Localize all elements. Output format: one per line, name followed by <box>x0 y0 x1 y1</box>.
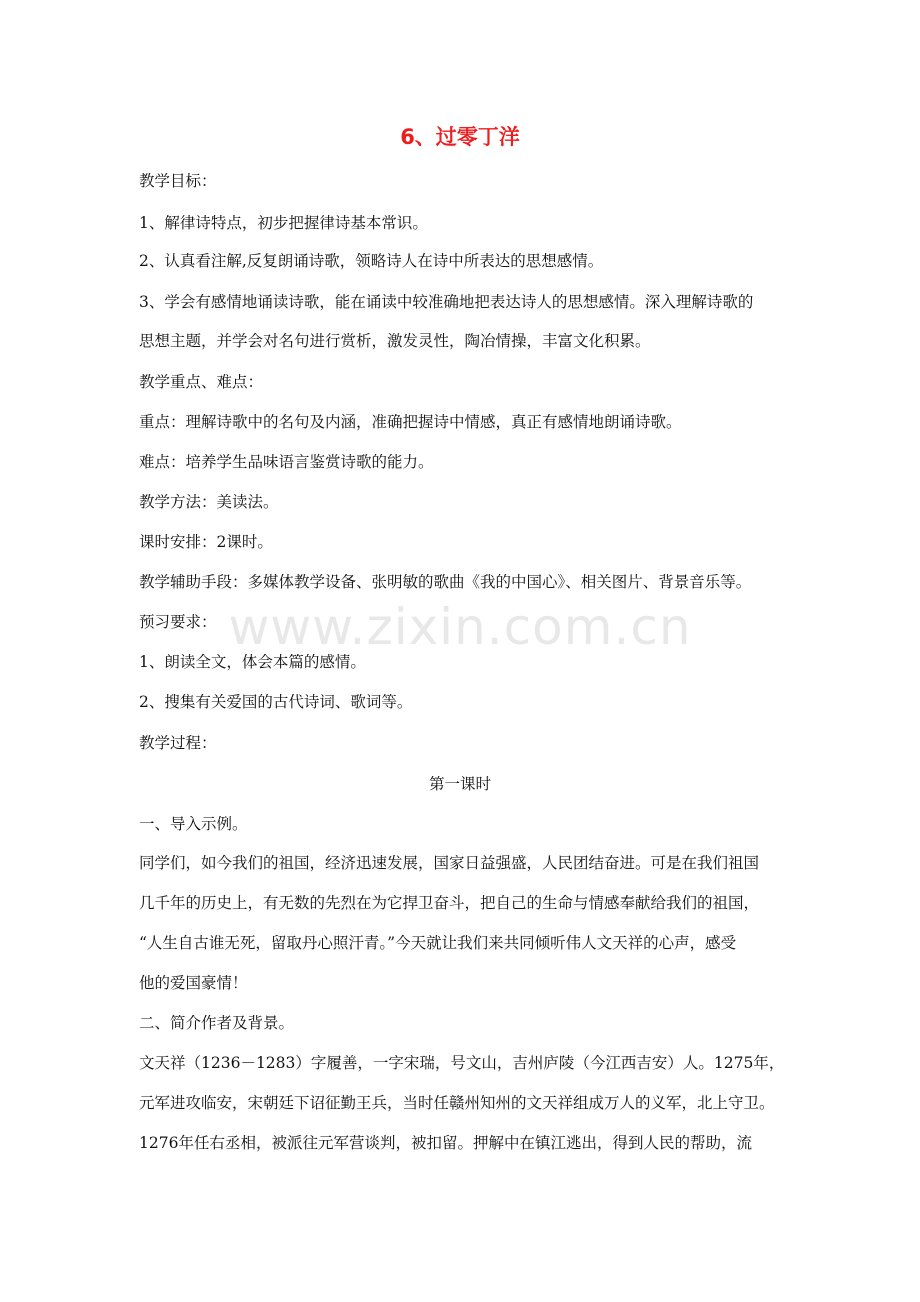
text-line: 几千年的历史上，有无数的先烈在为它捍卫奋斗，把自己的生命与情感奉献给我们的祖国， <box>139 894 760 912</box>
text-line: 元军进攻临安，宋朝廷下诏征勤王兵，当时任赣州知州的文天祥组成万人的义军，北上守卫。 <box>139 1094 775 1112</box>
text-line: 一、导入示例。 <box>139 815 248 833</box>
text-line: 教学过程： <box>139 734 217 752</box>
text-line: 难点：培养学生品味语言鉴赏诗歌的能力。 <box>139 453 434 471</box>
text-line: 思想主题，并学会对名句进行赏析，激发灵性，陶冶情操，丰富文化积累。 <box>139 332 651 350</box>
text-line: 1、解律诗特点，初步把握律诗基本常识。 <box>139 214 428 232</box>
text-line: 2、搜集有关爱国的古代诗词、歌词等。 <box>139 693 413 711</box>
text-line: 文天祥（1236－1283）字履善，一字宋瑞，号文山，吉州庐陵（今江西吉安）人。1275年， <box>139 1054 785 1072</box>
text-line: 重点：理解诗歌中的名句及内涵，准确把握诗中情感，真正有感情地朗诵诗歌。 <box>139 413 682 431</box>
document-title: 6、过零丁洋 <box>400 125 520 149</box>
text-line: 2、认真看注解,反复朗诵诗歌，领略诗人在诗中所表达的思想感情。 <box>139 252 604 270</box>
watermark: www.zixin.com.cn <box>228 598 692 656</box>
text-line: “人生自古谁无死，留取丹心照汗青。”今天就让我们来共同倾听伟人文天祥的心声，感受 <box>139 934 737 952</box>
text-line: 二、简介作者及背景。 <box>139 1014 295 1032</box>
text-line: 课时安排：2课时。 <box>139 533 273 551</box>
text-line: 同学们，如今我们的祖国，经济迅速发展，国家日益强盛，人民团结奋进。可是在我们祖国 <box>139 854 760 872</box>
text-line: 教学辅助手段：多媒体教学设备、张明敏的歌曲《我的中国心》、相关图片、背景音乐等。 <box>139 573 752 591</box>
text-line: 教学目标： <box>139 172 217 190</box>
text-line: 预习要求： <box>139 613 217 631</box>
text-line: 1276年任右丞相，被派往元军营谈判，被扣留。押解中在镇江逃出，得到人民的帮助，流 <box>139 1134 752 1152</box>
text-line: 教学重点、难点： <box>139 373 264 391</box>
text-line: 教学方法：美读法。 <box>139 493 279 511</box>
text-line: 他的爱国豪情！ <box>139 974 248 992</box>
text-line: 1、朗读全文，体会本篇的感情。 <box>139 653 366 671</box>
text-line: 3、学会有感情地诵读诗歌，能在诵读中较准确地把表达诗人的思想感情。深入理解诗歌的 <box>139 293 754 311</box>
section-heading: 第一课时 <box>428 775 491 793</box>
